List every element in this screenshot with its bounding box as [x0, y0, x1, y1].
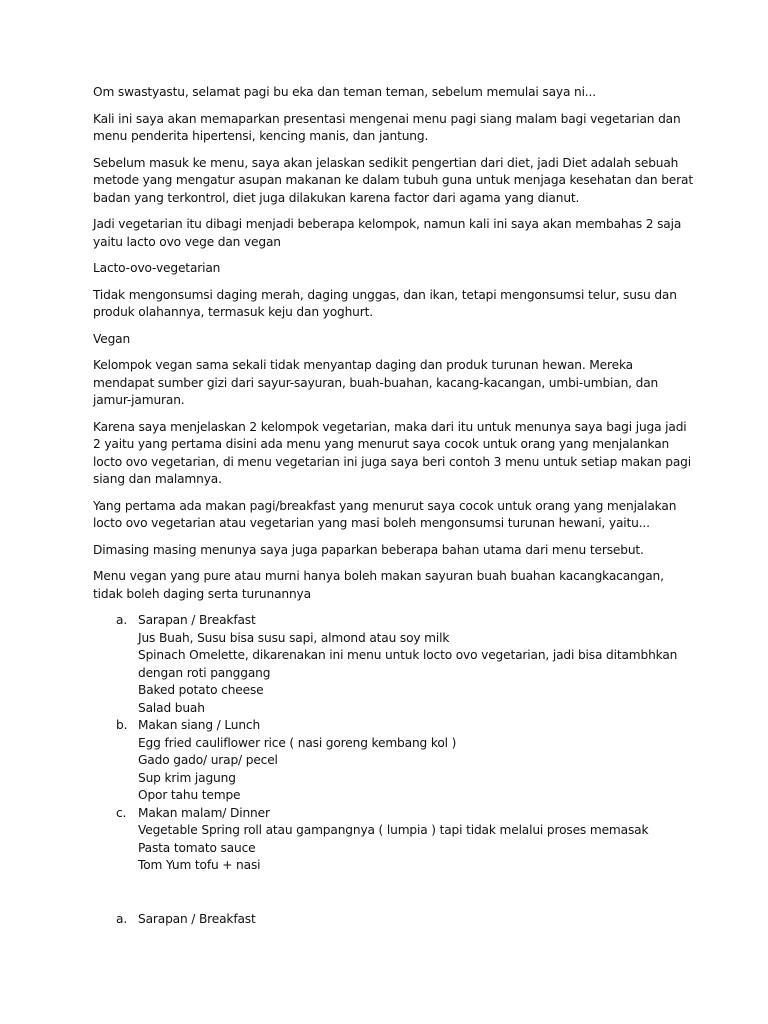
list-marker: a.	[116, 911, 128, 926]
menu-item: Vegetable Spring roll atau gampangnya ( lumpia ) tapi tidak melalui proses memasak	[138, 823, 649, 837]
menu-section-dinner	[93, 805, 693, 875]
menu-section-title: Sarapan / Breakfast	[138, 613, 256, 627]
menu-item: Pasta tomato sauce	[138, 840, 256, 855]
menu-section-breakfast-vegan	[93, 911, 693, 929]
menu-item: Opor tahu tempe	[138, 788, 241, 802]
paragraph-breakfast-intro: Yang pertama ada makan pagi/breakfast yang menurut saya cocok untuk orang yang menjalakan locto ovo vegetarian atau vegetarian yang masi boleh mengonsumsi turunan hewani, yaitu...	[93, 498, 677, 530]
menu-item: Baked potato cheese	[138, 683, 264, 697]
heading-vegan: Vegan	[93, 331, 131, 346]
menu-list	[93, 612, 693, 875]
list-marker: c.	[116, 805, 127, 820]
document-page	[93, 84, 693, 928]
paragraph-menu-split: Karena saya menjelaskan 2 kelompok vegetarian, maka dari itu untuk menunya saya bagi juga jadi 2 yaitu yang pertama disini ada menu yang menurut saya cocok untuk orang yang menjalankan locto ovo vegetarian, di menu vegetarian ini juga saya beri contoh 3 menu untuk setiap makan pagi siang dan malamnya.	[93, 419, 692, 486]
menu-item: Salad buah	[138, 700, 205, 715]
menu-section-title: Makan malam/ Dinner	[138, 805, 270, 820]
list-marker: b.	[116, 718, 128, 732]
menu-list-vegan	[93, 911, 693, 929]
paragraph-diet-definition: Sebelum masuk ke menu, saya akan jelaskan sedikit pengertian dari diet, jadi Diet adalah sebuah metode yang mengatur asupan makanan ke dalam tubuh guna untuk menjaga kesehatan dan berat badan yang terkontrol, diet juga dilakukan karena factor dari agama yang dianut.	[93, 155, 693, 205]
paragraph-vegan: Kelompok vegan sama sekali tidak menyantap daging dan produk turunan hewan. Mereka mendapat sumber gizi dari sayur-sayuran, buah-buahan, kacang-kacangan, umbi-umbian, dan jamur-jamuran.	[93, 358, 659, 407]
menu-item: Egg fried cauliflower rice ( nasi goreng kembang kol )	[138, 735, 457, 750]
paragraph-intro: Kali ini saya akan memaparkan presentasi mengenai menu pagi siang malam bagi vegetarian dan menu penderita hipertensi, kencing manis, dan jantung.	[93, 111, 681, 143]
menu-item: Tom Yum tofu + nasi	[138, 858, 261, 872]
heading-lacto-ovo: Lacto-ovo-vegetarian	[93, 261, 221, 275]
menu-item: Sup krim jagung	[138, 770, 236, 785]
paragraph-vegan-menu: Menu vegan yang pure atau murni hanya boleh makan sayuran buah buahan kacangkacangan, tidak boleh daging serta turunannya	[93, 569, 664, 601]
spacer	[93, 875, 693, 911]
menu-section-lunch	[93, 717, 693, 805]
menu-section-title: Sarapan / Breakfast	[138, 911, 256, 926]
menu-item: Jus Buah, Susu bisa susu sapi, almond atau soy milk	[138, 630, 450, 645]
menu-section-breakfast	[93, 612, 693, 717]
paragraph-ingredients: Dimasing masing menunya saya juga paparkan beberapa bahan utama dari menu tersebut.	[93, 542, 644, 557]
menu-item: Gado gado/ urap/ pecel	[138, 753, 278, 767]
menu-item: Spinach Omelette, dikarenakan ini menu untuk locto ovo vegetarian, jadi bisa ditambhkan dengan roti panggang	[138, 648, 678, 680]
menu-section-title: Makan siang / Lunch	[138, 718, 261, 732]
paragraph-lacto-ovo: Tidak mengonsumsi daging merah, daging unggas, dan ikan, tetapi mengonsumsi telur, susu dan produk olahannya, termasuk keju dan yoghurt.	[93, 287, 677, 319]
paragraph-vegetarian-groups: Jadi vegetarian itu dibagi menjadi beberapa kelompok, namun kali ini saya akan membahas 2 saja yaitu lacto ovo vege dan vegan	[93, 217, 682, 249]
paragraph-greeting: Om swastyastu, selamat pagi bu eka dan teman teman, sebelum memulai saya ni...	[93, 85, 596, 99]
list-marker: a.	[116, 613, 128, 627]
